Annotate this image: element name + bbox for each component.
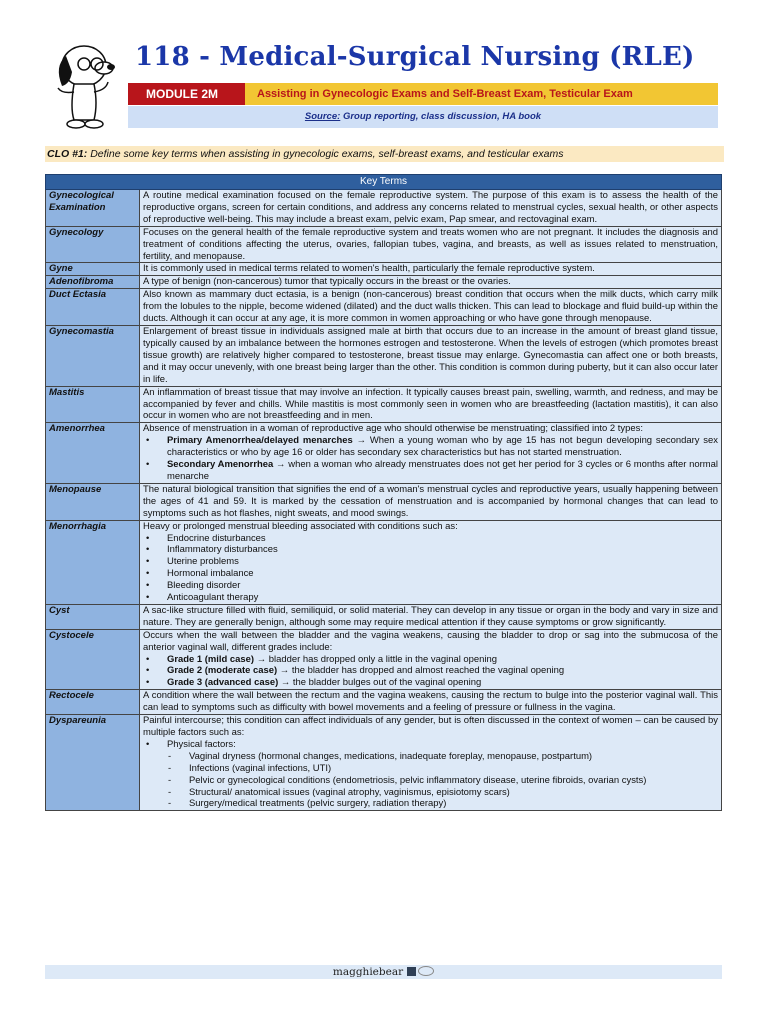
table-row [46,190,722,227]
term-cell: Gynecological Examination [46,190,140,227]
clo-bar [45,146,724,162]
definition-cell: A condition where the wall between the rectum and the vagina weakens, causing the rectum to bulge into the posterior vaginal wall. This can lead to symptoms such as difficulty with bowel movements and a feeling of pressure or fullness in the vagina. [140,690,722,715]
definition-intro: Heavy or prolonged menstrual bleeding associated with conditions such as: [143,520,458,532]
list-item [143,739,718,751]
term-cell: Menopause [46,483,140,520]
term-cell: Duct Ectasia [46,289,140,326]
footer-text: magghiebear [332,966,404,978]
list-item: - Pelvic or gynecological conditions (endometriosis, pelvic inflammatory disease, uterine fibroids, ovarian cysts) [143,775,718,787]
definition-cell: A sac-like structure filled with fluid, semiliquid, or solid material. They can develop in any tissue or organ in the body and vary in size and nature. They are generally benign, although some may require medical attention if they cause symptoms or grow significantly. [140,604,722,629]
definition-cell: It is commonly used in medical terms related to women's health, particularly the female reproductive system. [140,263,722,276]
list-item-label: Grade 2 (moderate case) [167,665,278,677]
definition-intro: Absence of menstruation in a woman of reproductive age who should otherwise be menstruating; classified into 2 types: [143,423,643,435]
snoopy-mascot-icon [44,38,128,132]
definition-cell [140,715,722,811]
list-item-label: Secondary Amenorrhea [167,459,274,471]
list-item [143,665,718,677]
term-cell: Menorrhagia [46,520,140,604]
key-terms-table [45,174,722,811]
list-item: • Hormonal imbalance [143,568,718,580]
definition-cell: A type of benign (non-cancerous) tumor that typically occurs in the breast or the ovaries. [140,276,722,289]
table-row [46,386,722,423]
list-item: • Inflammatory disturbances [143,544,718,556]
list-item [143,677,718,689]
table-row [46,520,722,604]
list-item [143,459,718,483]
term-cell: Gyne [46,263,140,276]
list-item: • Uterine problems [143,556,718,568]
list-item: - Vaginal dryness (hormonal changes, medications, inadequate foreplay, menopause, postpartum) [143,751,718,763]
list-item-text: → the bladder has dropped and almost reached the vaginal opening [277,665,565,677]
definition-cell: A routine medical examination focused on the female reproductive system. The purpose of this exam is to assess the health of the reproductive organs, screen for certain conditions, and address any concerns related to menstrual cycles, sexual health, or other aspects of reproductive well-being. This may include a breast exam, pelvic exam, Pap smear, and rectovaginal exam. [140,190,722,227]
table-row [46,289,722,326]
table-row [46,604,722,629]
table-row [46,226,722,263]
list-item-text: → the bladder bulges out of the vaginal opening [278,677,482,689]
table-row [46,326,722,387]
term-cell: Dyspareunia [46,715,140,811]
source-text: Group reporting, class discussion, HA book [342,111,542,122]
list-item [143,435,718,459]
bullet-list [143,533,718,604]
list-item: • Bleeding disorder [143,580,718,592]
bullet-list [143,739,718,751]
list-item: - Surgery/medical treatments (pelvic surgery, radiation therapy) [143,798,718,810]
definition-cell [140,520,722,604]
list-item-label: Grade 3 (advanced case) [167,677,279,689]
page-footer [45,965,722,979]
term-cell: Mastitis [46,386,140,423]
bullet-list [143,435,718,483]
term-cell: Adenofibroma [46,276,140,289]
table-row [46,483,722,520]
list-item: - Structural/ anatomical issues (vaginal atrophy, vaginismus, episiotomy scars) [143,787,718,799]
term-cell: Gynecomastia [46,326,140,387]
module-bar [128,83,718,105]
list-item-label: Grade 1 (mild case) [167,653,255,665]
term-cell: Cyst [46,604,140,629]
definition-cell [140,423,722,484]
list-item-label: Primary Amenorrhea/delayed menarches [167,435,353,447]
table-row [46,423,722,484]
list-item [143,654,718,666]
bullet-list [143,654,718,690]
table-row [46,690,722,715]
page-title: 118 - Medical-Surgical Nursing (RLE) [135,42,695,72]
module-label: MODULE 2M [128,83,245,105]
definition-cell [140,629,722,690]
list-item-text: → when a woman who already menstruates does not get her period for 3 cycles or 6 months after normal menarche [167,459,719,482]
page-header [0,0,768,135]
table-row [46,276,722,289]
list-item: • Anticoagulant therapy [143,592,718,604]
definition-intro: Painful intercourse; this condition can affect individuals of any gender, but is often discussed in the context of women – can be caused by multiple factors such as: [143,715,718,738]
book-icon [407,967,416,976]
module-subtitle: Assisting in Gynecologic Exams and Self-Breast Exam, Testicular Exam [257,88,633,100]
speech-bubble-icon [418,966,434,976]
table-header: Key Terms [46,175,722,190]
definition-intro: Occurs when the wall between the bladder and the vagina weakens, causing the bladder to drop or sag into the submucosa of the anterior vaginal wall, different grades include: [143,629,718,653]
definition-cell: Enlargement of breast tissue in individuals assigned male at birth that occurs due to an increase in the amount of breast gland tissue, typically caused by an imbalance between the hormones estrogen and testosterone. When the levels of estrogen (which promotes breast tissue growth) are relatively higher compared to testosterone, breast tissue may enlarge. Gynecomastia can affect one or both breasts, and it may occur unevenly, with one breast being larger than the other. This condition is common during puberty, but it can also occur later in life. [140,326,722,387]
list-item-text: → When a young woman who by age 15 has not begun developing secondary sex characteristics or who by age 16 or older has secondary sex characteristics but has not started menstruation. [167,435,718,459]
source-label: Source: [304,111,341,122]
clo-label: CLO #1: [47,148,88,160]
dash-list [143,751,718,811]
term-cell: Amenorrhea [46,423,140,484]
term-cell: Cystocele [46,629,140,690]
definition-cell: Also known as mammary duct ectasia, is a benign (non-cancerous) breast condition that occurs when the milk ducts, which carry milk from the lobules to the nipple, become widened (dilated) and the duct walls thicken. This can lead to blockage and fluid build-up within the ducts. Although it can occur at any age, it is more common in women approaching or who have gone through menopause. [140,289,722,326]
list-item-label: Physical factors: [167,738,236,750]
table-row [46,263,722,276]
list-item: • Endocrine disturbances [143,533,718,545]
term-cell: Rectocele [46,690,140,715]
definition-cell: The natural biological transition that signifies the end of a woman's menstrual cycles and reproductive years, usually happening between the ages of 41 and 59. It is marked by the cessation of menstruation and is accompanied by hormonal changes that can lead to symptoms such as hot flashes, night sweats, and mood swings. [140,483,722,520]
definition-cell: An inflammation of breast tissue that may involve an infection. It typically causes breast pain, swelling, warmth, and redness, and may be accompanied by fever and chills. While mastitis is most commonly seen in women who are breastfeeding (lactation mastitis), it can also occur in women who are not breastfeeding and in men. [140,386,722,423]
definition-cell: Focuses on the general health of the female reproductive system and treats women who are not pregnant. It includes the diagnosis and treatment of conditions affecting the uterus, ovaries, fallopian tubes, vagina, and breasts, as well as issues related to menstruation, fertility, and menopause. [140,226,722,263]
source-bar [128,106,718,128]
table-row [46,715,722,811]
term-cell: Gynecology [46,226,140,263]
list-item-text: → bladder has dropped only a little in the vaginal opening [254,653,497,665]
clo-text: Define some key terms when assisting in gynecologic exams, self-breast exams, and testicular exams [90,148,564,160]
list-item: - Infections (vaginal infections, UTI) [143,763,718,775]
table-row [46,629,722,690]
